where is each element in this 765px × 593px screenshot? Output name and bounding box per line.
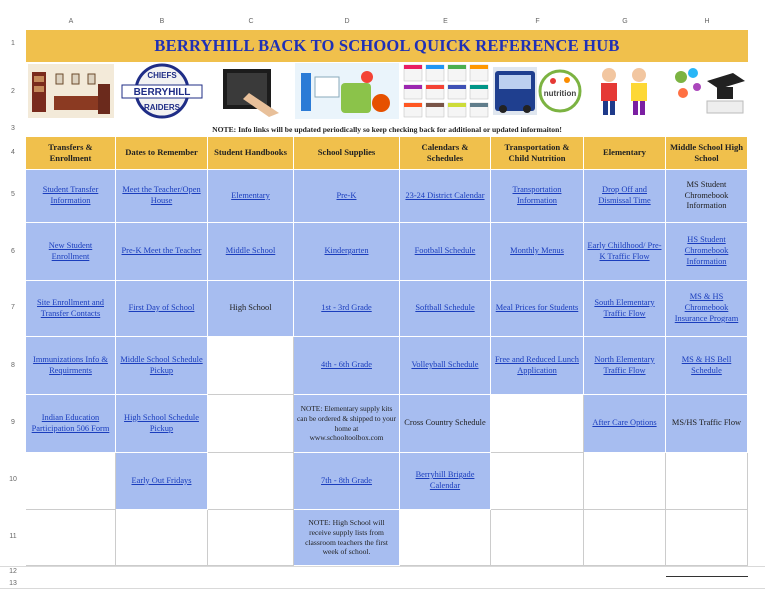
row-header-2[interactable]: 2	[11, 88, 15, 95]
link-chromebook-insurance[interactable]: MS & HS Chromebook Insurance Program	[666, 281, 748, 337]
office-image	[26, 62, 116, 120]
gridline	[666, 576, 748, 577]
column-header-e[interactable]: E	[443, 18, 448, 25]
link-student-transfer[interactable]: Student Transfer Information	[26, 170, 116, 223]
empty-cell	[666, 510, 748, 566]
link-bell-schedule[interactable]: MS & HS Bell Schedule	[666, 337, 748, 395]
link-north-elementary-traffic[interactable]: North Elementary Traffic Flow	[584, 337, 666, 395]
link-4th-6th-supplies[interactable]: 4th - 6th Grade	[294, 337, 400, 395]
link-meet-teacher[interactable]: Meet the Teacher/Open House	[116, 170, 208, 223]
link-prek-supplies[interactable]: Pre-K	[294, 170, 400, 223]
empty-cell	[666, 453, 748, 510]
row-header-11[interactable]: 11	[9, 533, 17, 540]
graduation-image	[666, 62, 748, 120]
handbook-image	[208, 62, 294, 120]
header-handbooks: Student Handbooks	[208, 137, 294, 170]
link-7th-8th-supplies[interactable]: 7th - 8th Grade	[294, 453, 400, 510]
header-transfers: Transfers & Enrollment	[26, 137, 116, 170]
empty-cell	[208, 395, 294, 453]
link-after-care[interactable]: After Care Options	[584, 395, 666, 453]
link-1st-3rd-supplies[interactable]: 1st - 3rd Grade	[294, 281, 400, 337]
ms-hs-traffic-flow: MS/HS Traffic Flow	[666, 395, 748, 453]
link-volleyball-schedule[interactable]: Volleyball Schedule	[400, 337, 491, 395]
header-dates: Dates to Remember	[116, 137, 208, 170]
link-softball-schedule[interactable]: Softball Schedule	[400, 281, 491, 337]
column-header-f[interactable]: F	[535, 18, 540, 25]
empty-cell	[491, 453, 584, 510]
empty-cell	[491, 395, 584, 453]
empty-cell	[584, 510, 666, 566]
header-supplies: School Supplies	[294, 137, 400, 170]
empty-cell	[208, 510, 294, 566]
elementary-supply-note: NOTE: Elementary supply kits can be ordered & shipped to your home at www.schooltoolbox.com	[294, 395, 400, 453]
link-transportation-info[interactable]: Transportation Information	[491, 170, 584, 223]
empty-cell	[400, 510, 491, 566]
students-image	[584, 62, 666, 120]
row-header-10[interactable]: 10	[9, 476, 17, 483]
column-header-b[interactable]: B	[159, 18, 165, 25]
link-immunizations[interactable]: Immunizations Info & Requirments	[26, 337, 116, 395]
link-middle-school-handbook[interactable]: Middle School	[208, 223, 294, 281]
link-district-calendar[interactable]: 23-24 District Calendar	[400, 170, 491, 223]
row-header-5[interactable]: 5	[11, 191, 15, 198]
header-ms-hs: Middle School High School	[666, 137, 748, 170]
empty-cell	[491, 510, 584, 566]
link-kindergarten-supplies[interactable]: Kindergarten	[294, 223, 400, 281]
empty-cell	[208, 453, 294, 510]
svg-text:BERRYHILL: BERRYHILL	[133, 87, 191, 98]
row-header-1[interactable]: 1	[11, 40, 15, 47]
berryhill-logo	[116, 62, 208, 120]
empty-cell	[208, 337, 294, 395]
high-school-supply-note: NOTE: High School will receive supply lists from classroom teachers the first week of school.	[294, 510, 400, 566]
empty-cell	[26, 510, 116, 566]
column-header-h[interactable]: H	[704, 18, 710, 25]
link-hs-schedule-pickup[interactable]: High School Schedule Pickup	[116, 395, 208, 453]
header-transportation: Transportation & Child Nutrition	[491, 137, 584, 170]
column-header-bar	[0, 15, 765, 29]
link-hs-chromebook[interactable]: HS Student Chromebook Information	[666, 223, 748, 281]
link-early-childhood-traffic[interactable]: Early Childhood/ Pre-K Traffic Flow	[584, 223, 666, 281]
link-brigade-calendar[interactable]: Berryhill Brigade Calendar	[400, 453, 491, 510]
column-header-g[interactable]: G	[622, 18, 628, 25]
empty-cell	[116, 510, 208, 566]
link-prek-meet-teacher[interactable]: Pre-K Meet the Teacher	[116, 223, 208, 281]
link-site-enrollment[interactable]: Site Enrollment and Transfer Contacts	[26, 281, 116, 337]
link-early-out-fridays[interactable]: Early Out Fridays	[116, 453, 208, 510]
svg-text:nutrition: nutrition	[543, 89, 576, 98]
header-calendars: Calendars & Schedules	[400, 137, 491, 170]
link-south-elementary-traffic[interactable]: South Elementary Traffic Flow	[584, 281, 666, 337]
empty-cell	[584, 453, 666, 510]
row-header-7[interactable]: 7	[11, 304, 15, 311]
gridline	[0, 588, 765, 589]
bus-nutrition-image	[491, 62, 584, 120]
svg-text:CHIEFS: CHIEFS	[147, 71, 177, 80]
column-header-d[interactable]: D	[344, 18, 350, 25]
page-title: BERRYHILL BACK TO SCHOOL QUICK REFERENCE HUB	[26, 30, 748, 62]
calendar-image	[400, 62, 491, 120]
link-ms-schedule-pickup[interactable]: Middle School Schedule Pickup	[116, 337, 208, 395]
column-header-a[interactable]: A	[68, 18, 74, 25]
row-header-9[interactable]: 9	[11, 419, 15, 426]
row-header-12[interactable]: 12	[9, 568, 17, 575]
column-header-c[interactable]: C	[248, 18, 254, 25]
link-drop-off[interactable]: Drop Off and Dismissal Time	[584, 170, 666, 223]
link-monthly-menus[interactable]: Monthly Menus	[491, 223, 584, 281]
link-indian-education[interactable]: Indian Education Participation 506 Form	[26, 395, 116, 453]
row-header-6[interactable]: 6	[11, 248, 15, 255]
row-header-8[interactable]: 8	[11, 362, 15, 369]
link-first-day[interactable]: First Day of School	[116, 281, 208, 337]
link-meal-prices[interactable]: Meal Prices for Students	[491, 281, 584, 337]
cross-country-schedule: Cross Country Schedule	[400, 395, 491, 453]
row-header-3[interactable]: 3	[11, 125, 15, 132]
empty-cell	[26, 453, 116, 510]
school-supplies-image	[294, 62, 400, 120]
link-football-schedule[interactable]: Football Schedule	[400, 223, 491, 281]
note-banner: NOTE: Info links will be updated periodically so keep checking back for additional or updated informaiton!	[212, 124, 562, 134]
ms-chromebook-info: MS Student Chromebook Information	[666, 170, 748, 223]
link-new-enrollment[interactable]: New Student Enrollment	[26, 223, 116, 281]
row-header-13[interactable]: 13	[9, 580, 17, 587]
link-free-reduced-lunch[interactable]: Free and Reduced Lunch Application	[491, 337, 584, 395]
high-school-handbook: High School	[208, 281, 294, 337]
link-elementary-handbook[interactable]: Elementary	[208, 170, 294, 223]
svg-text:RAIDERS: RAIDERS	[143, 103, 181, 112]
row-header-4[interactable]: 4	[11, 149, 15, 156]
header-elementary: Elementary	[584, 137, 666, 170]
gridline	[0, 566, 765, 567]
